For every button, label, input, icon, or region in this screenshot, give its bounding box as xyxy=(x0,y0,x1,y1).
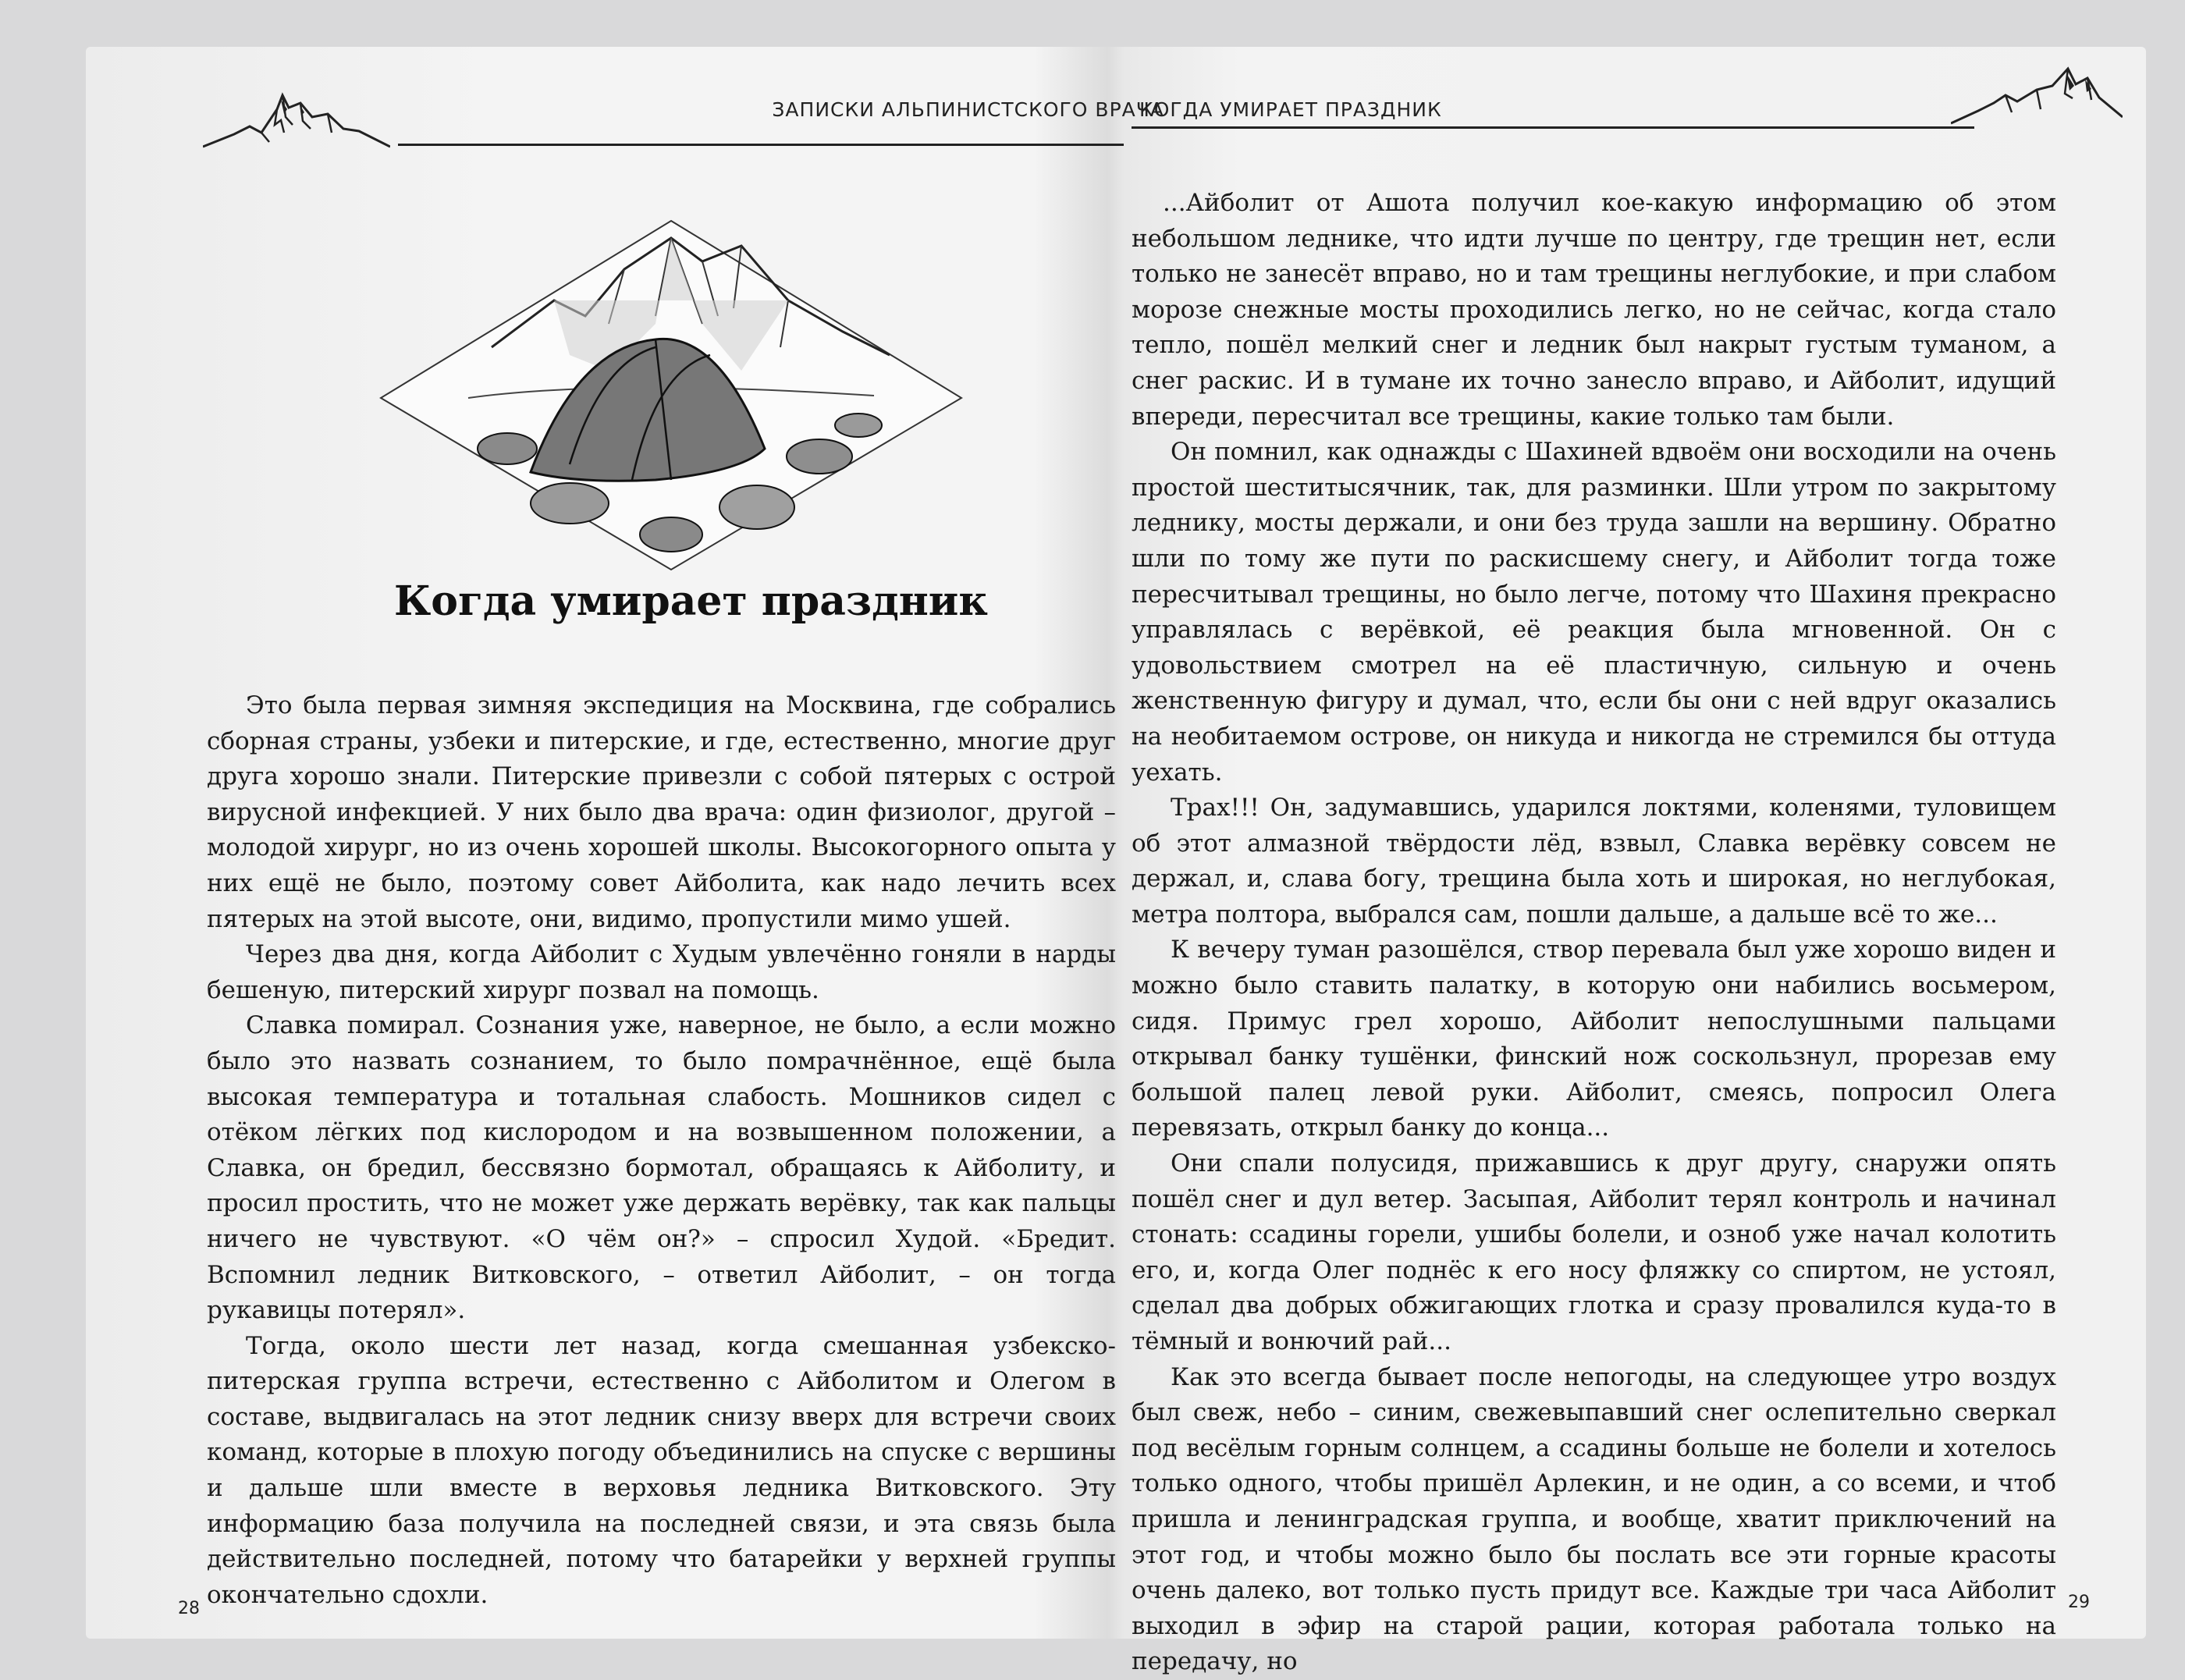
left-page xyxy=(86,47,1164,1639)
paragraph: К вечеру туман разошёлся, створ перевала был уже хорошо виден и можно было ставить палатку, в которую они набились восьмером, сидя. Примус грел хорошо, Айболит непослушными пальцами открывал банку тушёнки, финский нож соскользнул, прорезав ему большой палец левой руки. Айболит, смеясь, попросил Олега перевязать, открыл банку до конца... xyxy=(1132,936,2056,1142)
paragraph: Как это всегда бывает после непогоды, на следующее утро воздух был свеж, небо – синим, свежевыпавший снег ослепительно сверкал под весёлым горным солнцем, а ссадины больше не болели и хотелось только одного, чтобы пришёл Арлекин, и не один, а со всеми, и чтоб пришла и ленинградская группа, и вообще, хватит приключений на этот год, и чтобы можно было бы послать все эти горные красоты очень далеко, вот только пусть придут все. Каждые три часа Айболит выходил в эфир на старой рации, которая работала только на передачу, но xyxy=(1132,1362,2056,1676)
paragraph: Славка помирал. Сознания уже, наверное, не было, а если можно было это назвать сознанием, то было помрачнённое, ещё была высокая температура и тотальная слабость. Мошников сидел с отёком лёгких под кислородом и на возвышенном положении, а Славка, он бредил, бессвязно бормотал, обращаясь к Айболиту, и просил простить, что не может уже держать верёвку, так как пальцы ничего не чувствуют. «О чём он?» – спросил Худой. «Бредит. Вспомнил ледник Витковского, – ответил Айболит, – он тогда рукавицы потерял». xyxy=(207,1011,1116,1325)
paragraph: Они спали полусидя, прижавшись к друг другу, снаружи опять пошёл снег и дул ветер. Засыпая, Айболит терял контроль и начинал стонать: ссадины горели, ушибы болели, и озноб уже начал колотить его, и, когда Олег поднёс к его носу фляжку со спиртом, не устоял, сделал два добрых обжигающих глотка и сразу провалился куда-то в тёмный и вонючий рай... xyxy=(1132,1149,2056,1355)
page-number: 28 xyxy=(178,1599,200,1618)
page-number: 29 xyxy=(2068,1593,2090,1612)
running-head: КОГДА УМИРАЕТ ПРАЗДНИК xyxy=(1139,98,1442,121)
paragraph: ...Айболит от Ашота получил кое-какую информацию об этом небольшом леднике, что идти лучше по центру, где трещин нет, если только не занесёт вправо, но и там трещины неглубокие, и при слабом морозе снежные мосты проходились легко, но не сейчас, когда стало тепло, пошёл мелкий снег и ледник был накрыт густым туманом, а снег раскис. И в тумане их точно занесло вправо, и Айболит, идущий впереди, пересчитал все трещины, какие только там были. xyxy=(1132,189,2056,431)
body-text xyxy=(207,688,1116,1613)
mountain-peaks-icon xyxy=(1951,62,2123,125)
mountain-peaks-icon xyxy=(203,86,390,148)
right-page xyxy=(1132,47,2146,1676)
header-rule xyxy=(398,144,1124,146)
body-text xyxy=(1132,186,2056,1680)
header-rule xyxy=(1132,126,1974,129)
paragraph: Трах!!! Он, задумавшись, ударился локтями, коленями, туловищем об этот алмазной твёрдости лёд, взвыл, Славка верёвку совсем не держал, и, слава богу, трещина была хоть и широкая, но неглубокая, метра полтора, выбрался сам, пошли дальше, а дальше всё то же... xyxy=(1132,794,2056,929)
paragraph: Это была первая зимняя экспедиция на Москвина, где собрались сборная страны, узбеки и питерские, и где, естественно, многие друг друга хорошо знали. Питерские привезли с собой пятерых с острой вирусной инфекцией. У них было два врача: один физиолог, другой – молодой хирург, но из очень хорошей школы. Высокогорного опыта у них ещё не было, поэтому совет Айболита, как надо лечить всех пятерых на этой высоте, они, видимо, пропустили мимо ушей. xyxy=(207,691,1116,933)
running-head: ЗАПИСКИ АЛЬПИНИСТСКОГО ВРАЧА xyxy=(772,98,1164,121)
paragraph: Через два дня, когда Айболит с Худым увлечённо гоняли в нарды бешеную, питерский хирург позвал на помощь. xyxy=(207,940,1116,1004)
chapter-title: Когда умирает праздник xyxy=(394,577,988,625)
tent-in-mountains-illustration xyxy=(375,215,968,574)
paragraph: Он помнил, как однажды с Шахиней вдвоём они восходили на очень простой шеститысячник, так, для разминки. Шли утром по закрытому леднику, мосты держали, и они без труда зашли на вершину. Обратно шли по тому же пути по раскисшему снегу, и Айболит тогда тоже пересчитывал трещины, но было легче, потому что Шахиня прекрасно управлялась с верёвкой, её реакция была мгновенной. Он с удовольствием смотрел на её пластичную, сильную и очень женственную фигуру и думал, что, если бы они с ней вдруг оказались на необитаемом острове, он никуда и никогда не стремился бы оттуда уехать. xyxy=(1132,438,2056,787)
paragraph: Тогда, около шести лет назад, когда смешанная узбекско-питерская группа встречи, естественно с Айболитом и Олегом в составе, выдвигалась на этот ледник снизу вверх для встречи своих команд, которые в плохую погоду объединились на спуске с вершины и дальше шли вместе в верховья ледника Витковского. Эту информацию база получила на последней связи, и эта связь была действительно последней, потому что батарейки у верхней группы окончательно сдохли. xyxy=(207,1331,1116,1609)
book-spread xyxy=(86,47,2146,1676)
